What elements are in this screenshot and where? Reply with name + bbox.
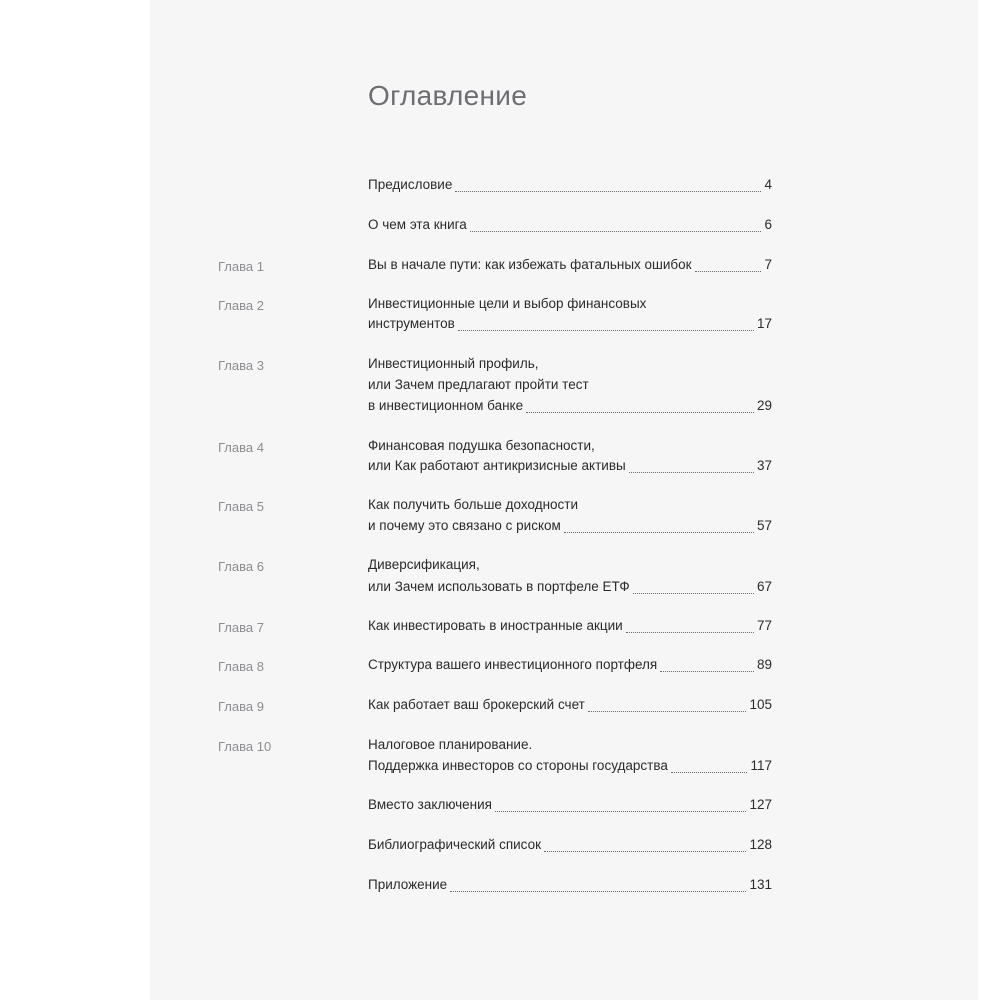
dot-leader xyxy=(660,671,754,672)
chapter-label: Глава 5 xyxy=(218,499,264,514)
toc-title: Оглавление xyxy=(368,80,528,111)
toc-entry-chapter-2-line-1 xyxy=(368,296,772,316)
toc-entry-conclusion xyxy=(368,797,772,817)
toc-entry-bibliography xyxy=(368,837,772,857)
toc-entry-title: или Зачем предлагают пройти тест xyxy=(368,377,589,392)
toc-entry-title: Структура вашего инвестиционного портфеля xyxy=(368,657,658,672)
toc-page-number: 57 xyxy=(756,518,772,533)
toc-entry-chapter-6-line-1 xyxy=(368,557,772,577)
toc-entry-chapter-6 xyxy=(368,579,772,599)
toc-entry-title: Налоговое планирование. xyxy=(368,737,533,752)
toc-entry-title: Как работает ваш брокерский счет xyxy=(368,697,585,712)
toc-entry-title: или Зачем использовать в портфеле ЕТФ xyxy=(368,579,630,594)
toc-entry-appendix xyxy=(368,877,772,897)
toc-entry-title: О чем эта книга xyxy=(368,217,467,232)
toc-entry-chapter-7 xyxy=(368,618,772,638)
toc-entry-title: Как инвестировать в иностранные акции xyxy=(368,618,623,633)
toc-entry-title: Предисловие xyxy=(368,177,453,192)
toc-entry-chapter-8 xyxy=(368,657,772,677)
scan-background-right xyxy=(978,0,1000,1000)
toc-page-number: 29 xyxy=(756,398,772,413)
toc-entry-title: Как получить больше доходности xyxy=(368,497,579,512)
chapter-label: Глава 3 xyxy=(218,358,264,373)
dot-leader xyxy=(695,271,762,272)
dot-leader xyxy=(564,532,754,533)
chapter-label: Глава 4 xyxy=(218,440,264,455)
dot-leader xyxy=(450,891,746,892)
dot-leader xyxy=(544,851,746,852)
toc-entry-chapter-4 xyxy=(368,458,772,478)
scan-background-left xyxy=(0,0,150,1000)
toc-page-number: 67 xyxy=(756,579,772,594)
toc-entry-chapter-4-line-1 xyxy=(368,438,772,458)
toc-entry-title: Вместо заключения xyxy=(368,797,492,812)
dot-leader xyxy=(671,772,748,773)
toc-entry-title: инструментов xyxy=(368,316,455,331)
toc-entry-chapter-5-line-1 xyxy=(368,497,772,517)
toc-page-number: 127 xyxy=(749,797,772,812)
toc-entry-title: или Как работают антикризисные активы xyxy=(368,458,626,473)
toc-entry-title: Библиографический список xyxy=(368,837,541,852)
chapter-label: Глава 1 xyxy=(218,259,264,274)
toc-page-number: 17 xyxy=(756,316,772,331)
toc-entry-chapter-10-line-1 xyxy=(368,737,772,757)
chapter-label: Глава 9 xyxy=(218,699,264,714)
toc-entry-title: и почему это связано с риском xyxy=(368,518,561,533)
dot-leader xyxy=(495,811,746,812)
chapter-label: Глава 10 xyxy=(218,739,272,754)
toc-entry-chapter-1 xyxy=(368,257,772,277)
chapter-label: Глава 2 xyxy=(218,298,264,313)
toc-entry-title: Инвестиционный профиль, xyxy=(368,356,539,371)
toc-entry-title: Приложение xyxy=(368,877,448,892)
toc-entry-chapter-10 xyxy=(368,758,772,778)
dot-leader xyxy=(629,472,754,473)
toc-page-number: 77 xyxy=(756,618,772,633)
toc-page-number: 37 xyxy=(756,458,772,473)
dot-leader xyxy=(458,330,754,331)
dot-leader xyxy=(470,231,762,232)
dot-leader xyxy=(455,191,761,192)
toc-entry-title: Поддержка инвесторов со стороны государства xyxy=(368,758,668,773)
dot-leader xyxy=(633,593,754,594)
toc-page-number: 117 xyxy=(750,758,772,773)
dot-leader xyxy=(526,412,754,413)
toc-entry-chapter-5 xyxy=(368,518,772,538)
toc-entry-title: Диверсификация, xyxy=(368,557,480,572)
toc-entry-chapter-3-line-2 xyxy=(368,377,772,397)
toc-entry-chapter-9 xyxy=(368,697,772,717)
chapter-label: Глава 7 xyxy=(218,620,264,635)
toc-entry-title: Инвестиционные цели и выбор финансовых xyxy=(368,296,647,311)
toc-entry-title: в инвестиционном банке xyxy=(368,398,524,413)
toc-page-number: 7 xyxy=(764,257,772,272)
toc-page-number: 131 xyxy=(749,877,772,892)
dot-leader xyxy=(626,632,754,633)
toc-entry-chapter-3-line-1 xyxy=(368,356,772,376)
toc-entry-about-book xyxy=(368,217,772,237)
chapter-label: Глава 6 xyxy=(218,559,264,574)
toc-page-number: 128 xyxy=(749,837,772,852)
chapter-label: Глава 8 xyxy=(218,659,264,674)
toc-page-number: 6 xyxy=(764,217,772,232)
toc-page-number: 105 xyxy=(749,697,772,712)
toc-page-number: 89 xyxy=(756,657,772,672)
toc-entry-chapter-3 xyxy=(368,398,772,418)
toc-entry-preface xyxy=(368,177,772,197)
toc-page-number: 4 xyxy=(764,177,772,192)
toc-entry-chapter-2 xyxy=(368,316,772,336)
dot-leader xyxy=(588,711,747,712)
toc-entry-title: Финансовая подушка безопасности, xyxy=(368,438,595,453)
toc-entry-title: Вы в начале пути: как избежать фатальных ошибок xyxy=(368,257,692,272)
